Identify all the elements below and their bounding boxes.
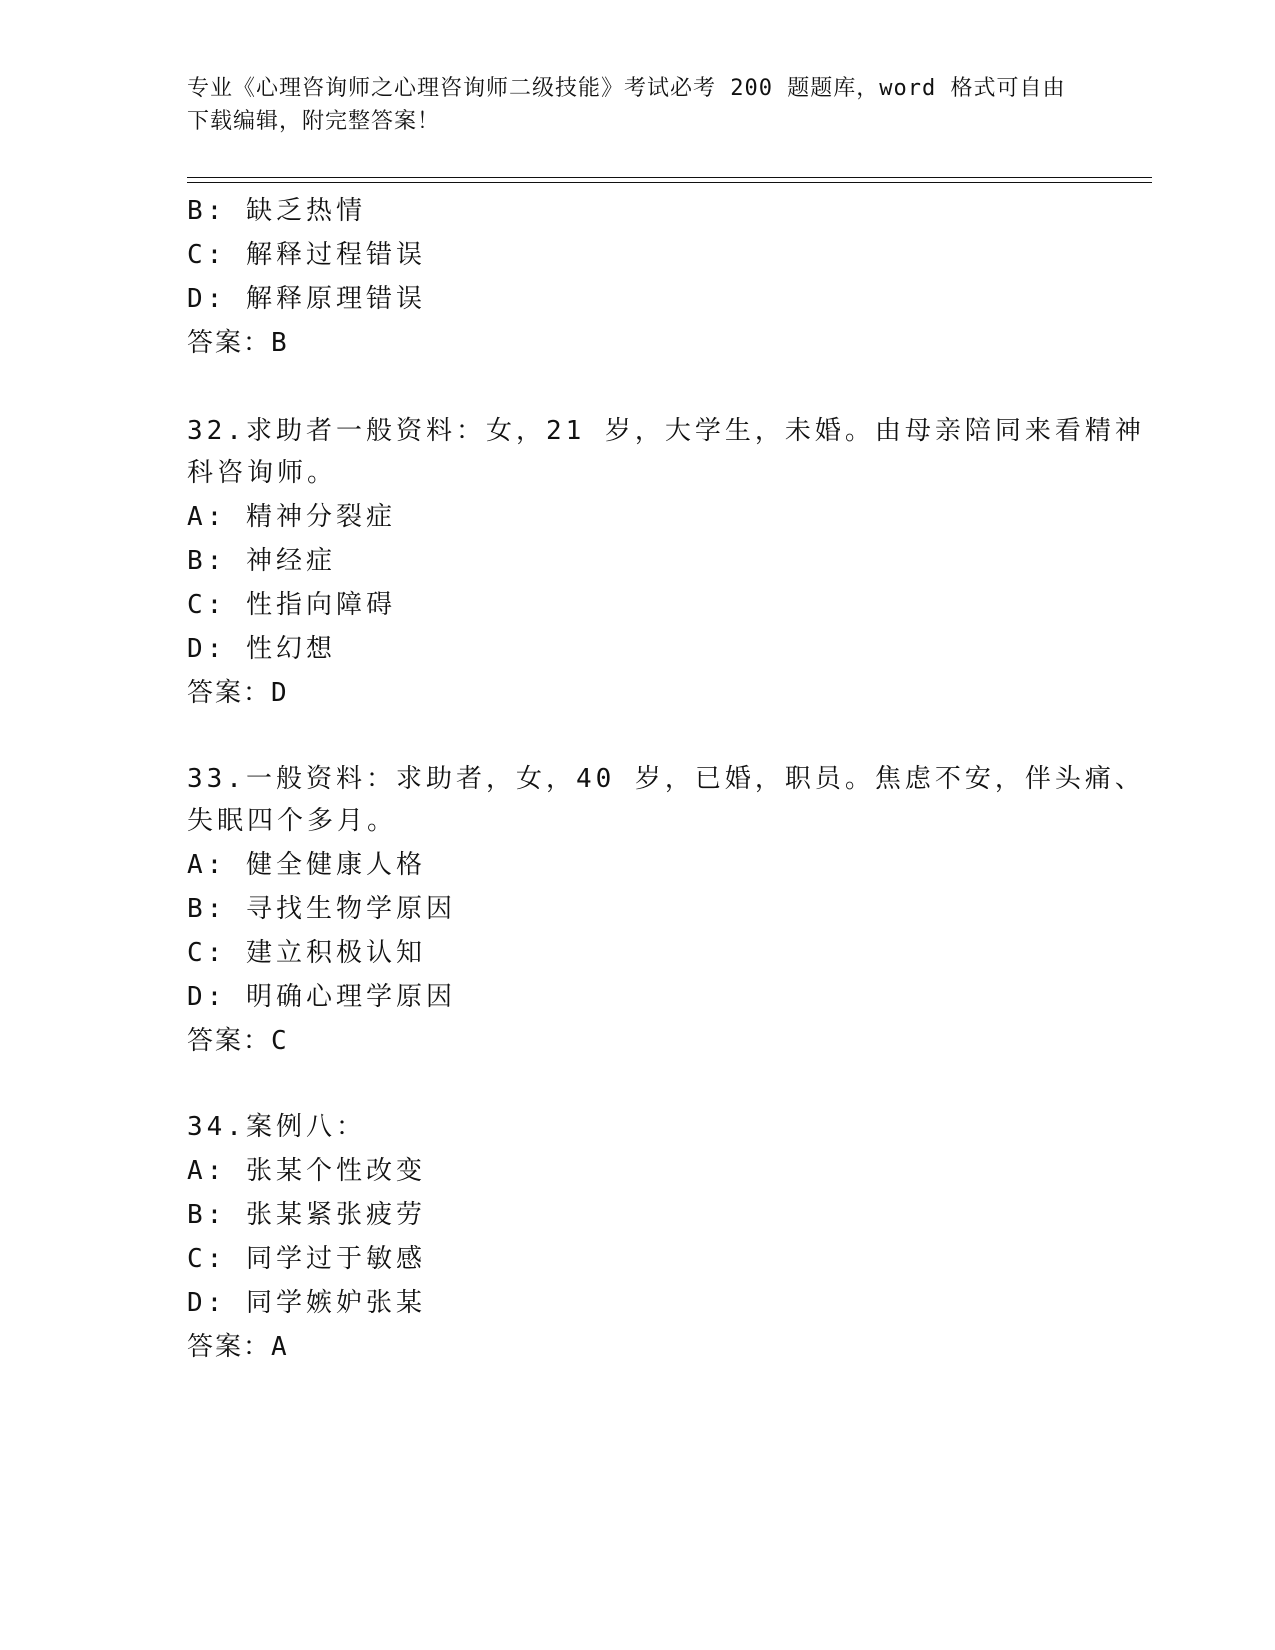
header-divider-top [187,177,1152,178]
q33-stem-line1: 33.一般资料：求助者，女，40 岁，已婚，职员。焦虑不安，伴头痛、 [187,764,1145,794]
q34-option-c: C: 同学过于敏感 [187,1244,426,1274]
q32-option-c: C: 性指向障碍 [187,590,396,620]
q33-option-c: C: 建立积极认知 [187,938,426,968]
q33-option-d: D: 明确心理学原因 [187,982,456,1012]
q33-option-b: B: 寻找生物学原因 [187,894,456,924]
q32-answer: 答案：D [187,678,289,708]
q34-option-b: B: 张某紧张疲劳 [187,1200,426,1230]
document-header-text: 专业《心理咨询师之心理咨询师二级技能》考试必考 200 题题库，word 格式可自由下载编辑，附完整答案！ [187,76,1066,134]
q32-stem-line1: 32.求助者一般资料：女，21 岁，大学生，未婚。由母亲陪同来看精神 [187,416,1145,446]
q33-stem-line2: 失眠四个多月。 [187,806,398,836]
q31-option-d: D: 解释原理错误 [187,284,426,314]
q34-option-a: A: 张某个性改变 [187,1156,426,1186]
q33-answer: 答案：C [187,1026,289,1056]
q31-option-c: C: 解释过程错误 [187,240,426,270]
q32-option-b: B: 神经症 [187,546,336,576]
q32-option-a: A: 精神分裂症 [187,502,396,532]
q34-option-d: D: 同学嫉妒张某 [187,1288,426,1318]
q32-option-d: D: 性幻想 [187,634,336,664]
q31-answer: 答案：B [187,328,289,358]
q34-answer: 答案：A [187,1332,289,1362]
q32-stem-line2: 科咨询师。 [187,458,338,488]
q31-option-b: B: 缺乏热情 [187,196,366,226]
header-divider-bottom [187,182,1152,183]
q34-stem-line1: 34.案例八： [187,1112,366,1142]
q33-option-a: A: 健全健康人格 [187,850,426,880]
